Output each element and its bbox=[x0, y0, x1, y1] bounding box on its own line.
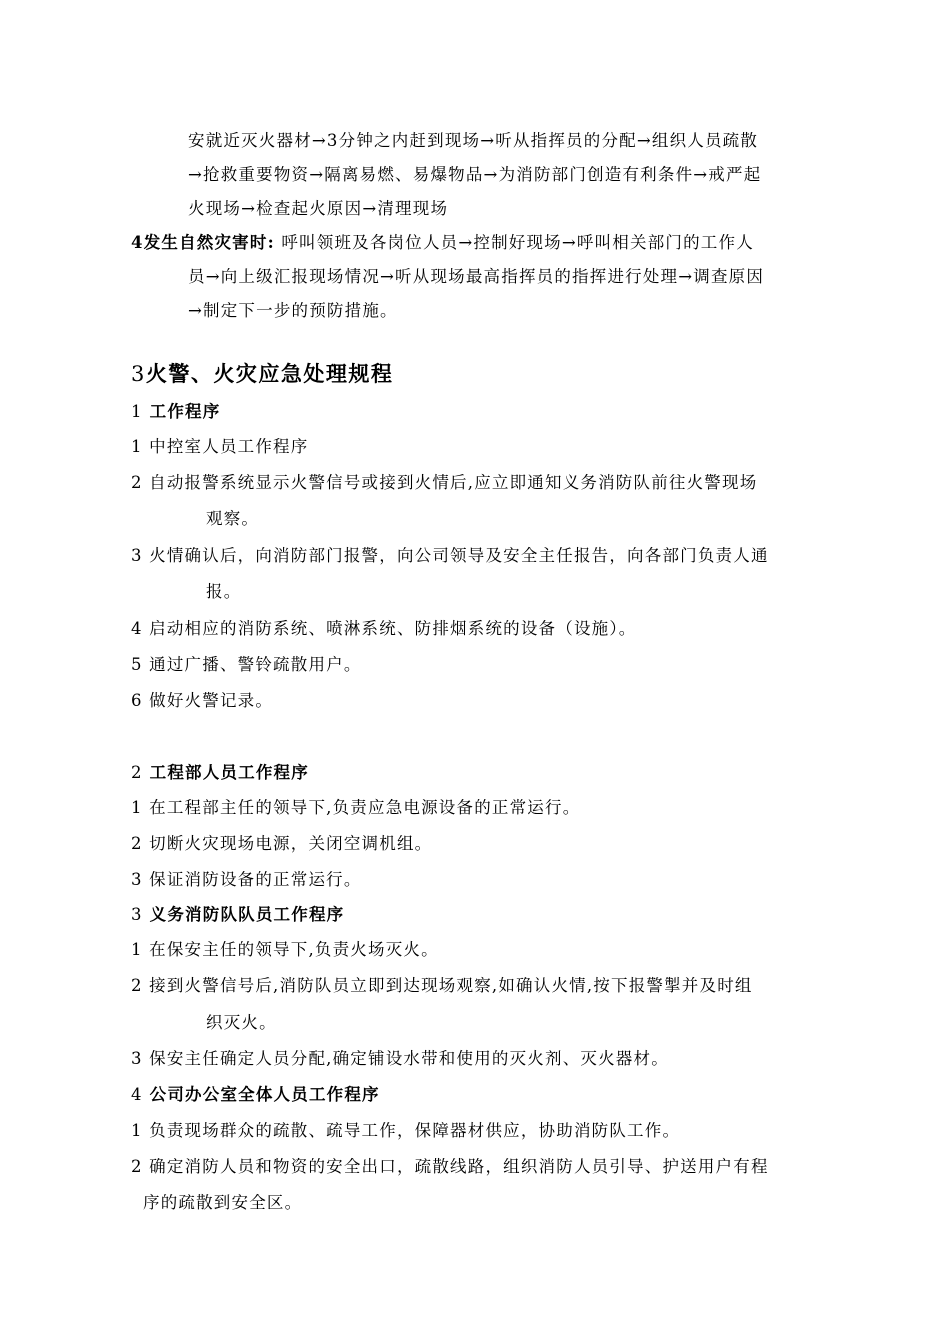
control-item-3-cont: 报。 bbox=[206, 582, 242, 601]
office-title: 公司办公室全体人员工作程序 bbox=[149, 1085, 380, 1104]
office-heading: 4 公司办公室全体人员工作程序 bbox=[131, 1085, 380, 1104]
section-number: 3 bbox=[131, 362, 146, 386]
volunteer-item-3: 3 保安主任确定人员分配,确定铺设水带和使用的灭火剂、灭火器材。 bbox=[131, 1049, 669, 1068]
volunteer-heading: 3 义务消防队队员工作程序 bbox=[131, 905, 345, 924]
procedures-number: 1 bbox=[131, 402, 143, 421]
volunteer-item-1: 1 在保安主任的领导下,负责火场灭火。 bbox=[131, 940, 439, 959]
engineering-title: 工程部人员工作程序 bbox=[149, 763, 309, 782]
control-item-2-cont: 观察。 bbox=[206, 509, 260, 528]
section-heading bbox=[131, 358, 393, 388]
procedures-heading bbox=[131, 398, 220, 422]
volunteer-item-2-cont: 织灭火。 bbox=[206, 1013, 277, 1032]
procedures-title: 工作程序 bbox=[149, 402, 221, 421]
engineering-item-2: 2 切断火灾现场电源，关闭空调机组。 bbox=[131, 834, 433, 853]
intro-line-2: →抢救重要物资→隔离易燃、易爆物品→为消防部门创造有利条件→戒严起 bbox=[188, 165, 762, 184]
engineering-heading: 2 工程部人员工作程序 bbox=[131, 763, 309, 782]
disaster-line-3: →制定下一步的预防措施。 bbox=[188, 301, 398, 320]
control-item-1: 1 中控室人员工作程序 bbox=[131, 437, 309, 456]
section-title: 火警、火灾应急处理规程 bbox=[145, 361, 394, 386]
office-item-1: 1 负责现场群众的疏散、疏导工作，保障器材供应，协助消防队工作。 bbox=[131, 1121, 681, 1140]
disaster-number: 4 bbox=[131, 233, 144, 252]
disaster-label: 发生自然灾害时: bbox=[143, 233, 275, 252]
office-item-2-cont: 序的疏散到安全区。 bbox=[143, 1193, 303, 1212]
control-item-4: 4 启动相应的消防系统、喷淋系统、防排烟系统的设备（设施）。 bbox=[131, 619, 637, 638]
office-item-2: 2 确定消防人员和物资的安全出口，疏散线路，组织消防人员引导、护送用户有程 bbox=[131, 1157, 769, 1176]
disaster-text-1: 呼叫领班及各岗位人员→控制好现场→呼叫相关部门的工作人 bbox=[281, 233, 754, 252]
volunteer-title: 义务消防队队员工作程序 bbox=[149, 905, 345, 924]
control-item-2: 2 自动报警系统显示火警信号或接到火情后,应立即通知义务消防队前往火警现场 bbox=[131, 473, 758, 492]
engineering-item-3: 3 保证消防设备的正常运行。 bbox=[131, 870, 362, 889]
engineering-item-1: 1 在工程部主任的领导下,负责应急电源设备的正常运行。 bbox=[131, 798, 581, 817]
control-item-3: 3 火情确认后，向消防部门报警，向公司领导及安全主任报告，向各部门负责人通 bbox=[131, 546, 769, 565]
intro-line-3: 火现场→检查起火原因→清理现场 bbox=[188, 199, 449, 218]
intro-line-1: 安就近灭火器材→3分钟之内赶到现场→听从指挥员的分配→组织人员疏散 bbox=[188, 131, 759, 150]
disaster-line-1 bbox=[131, 229, 754, 253]
control-item-6: 6 做好火警记录。 bbox=[131, 691, 274, 710]
control-item-5: 5 通过广播、警铃疏散用户。 bbox=[131, 655, 362, 674]
disaster-line-2: 员→向上级汇报现场情况→听从现场最高指挥员的指挥进行处理→调查原因 bbox=[188, 267, 765, 286]
volunteer-item-2: 2 接到火警信号后,消防队员立即到达现场观察,如确认火情,按下报警掣并及时组 bbox=[131, 976, 753, 995]
